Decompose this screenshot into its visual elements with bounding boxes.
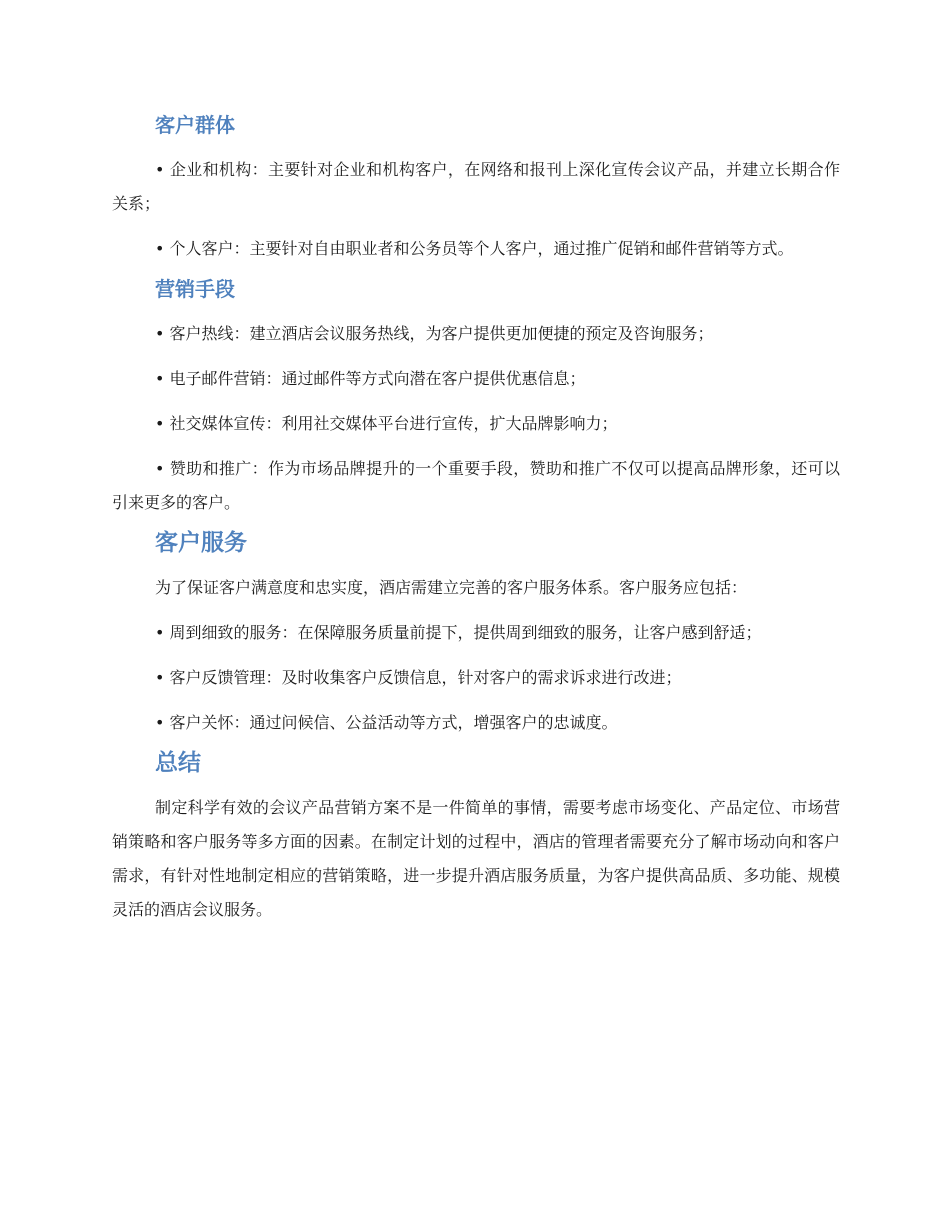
- bullet-feedback: • 客户反馈管理：及时收集客户反馈信息，针对客户的需求诉求进行改进；: [155, 668, 682, 687]
- section-heading-marketing-means: 营销手段: [155, 277, 235, 301]
- section-heading-summary: 总结: [155, 750, 201, 776]
- bullet-care: • 客户关怀：通过问候信、公益活动等方式，增强客户的忠诚度。: [155, 713, 618, 732]
- bullet-individual: • 个人客户：主要针对自由职业者和公务员等个人客户，通过推广促销和邮件营销等方式。: [155, 239, 794, 258]
- section-heading-customer-service: 客户服务: [155, 530, 247, 556]
- bullet-hotline: • 客户热线：建立酒店会议服务热线，为客户提供更加便捷的预定及咨询服务；: [155, 324, 714, 343]
- bullet-sponsorship: • 赞助和推广：作为市场品牌提升的一个重要手段，赞助和推广不仅可以提高品牌形象，还可以引来更多的客户。: [112, 459, 840, 512]
- document-body: [112, 106, 840, 927]
- bullet-enterprise: • 企业和机构：主要针对企业和机构客户，在网络和报刊上深化宣传会议产品，并建立长期合作关系；: [112, 160, 840, 213]
- bullet-social-media: • 社交媒体宣传：利用社交媒体平台进行宣传，扩大品牌影响力；: [155, 414, 618, 433]
- service-intro: 为了保证客户满意度和忠实度，酒店需建立完善的客户服务体系。客户服务应包括：: [155, 578, 748, 597]
- section-heading-customer-groups: 客户群体: [155, 113, 235, 137]
- bullet-email: • 电子邮件营销：通过邮件等方式向潜在客户提供优惠信息；: [155, 369, 586, 388]
- summary-paragraph: 制定科学有效的会议产品营销方案不是一件简单的事情，需要考虑市场变化、产品定位、市场营销策略和客户服务等多方面的因素。在制定计划的过程中，酒店的管理者需要充分了解市场动向和客户需求，有针对性地制定相应的营销策略，进一步提升酒店服务质量，为客户提供高品质、多功能、规模灵活的酒店会议服务。: [112, 798, 840, 919]
- bullet-attentive-service: • 周到细致的服务：在保障服务质量前提下，提供周到细致的服务，让客户感到舒适；: [155, 623, 762, 642]
